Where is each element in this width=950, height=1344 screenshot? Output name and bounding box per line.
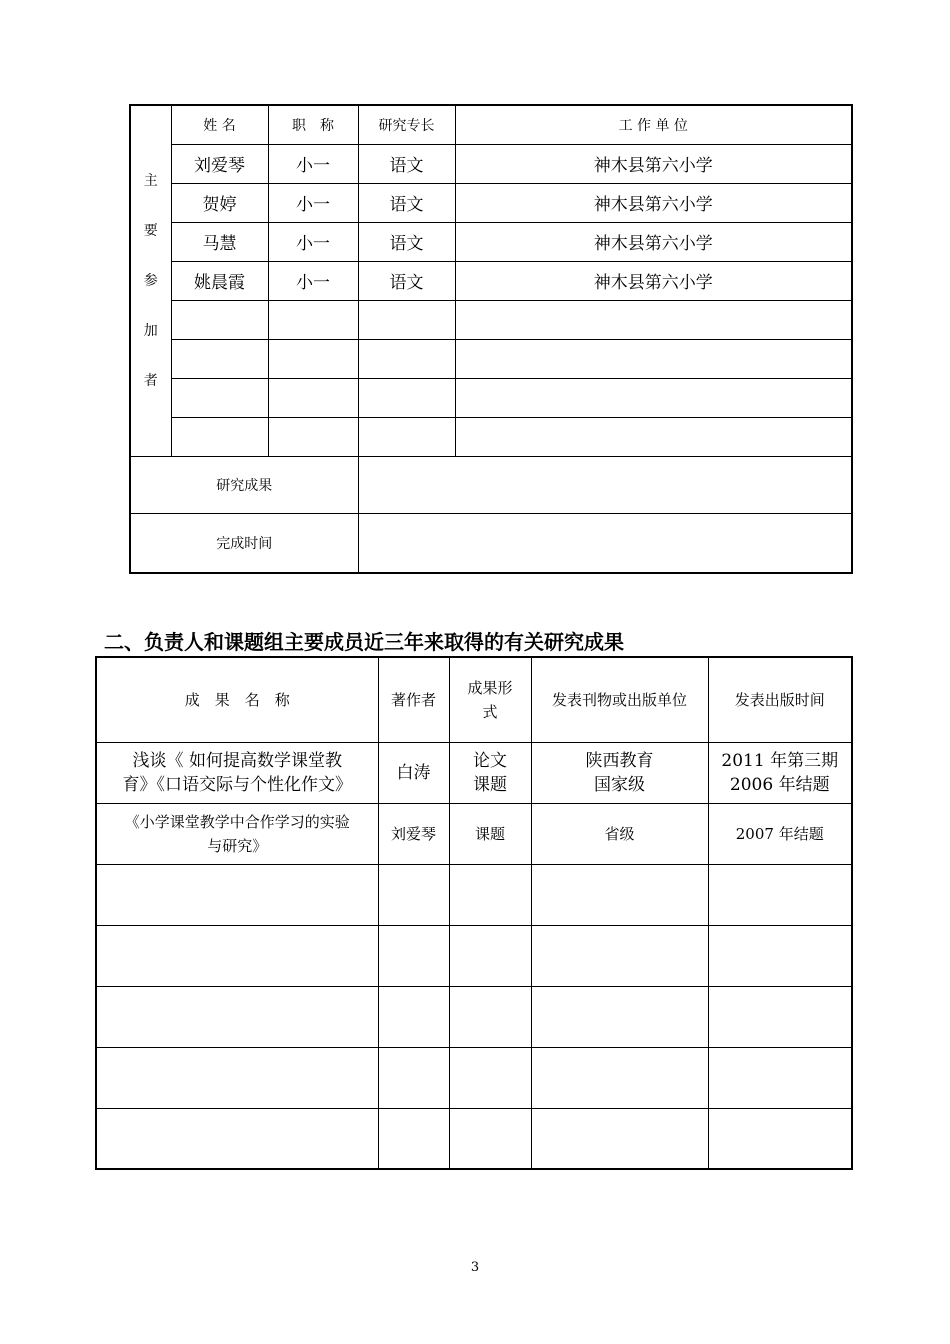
participant-title: 小一 xyxy=(268,261,358,300)
table-row xyxy=(130,183,852,222)
result-author: 刘爱琴 xyxy=(378,803,449,864)
empty-row xyxy=(96,864,852,925)
participant-unit: 神木县第六小学 xyxy=(455,222,852,261)
empty-cell xyxy=(358,417,455,456)
completion-label: 完成时间 xyxy=(130,513,358,573)
participant-title: 小一 xyxy=(268,144,358,183)
empty-row xyxy=(96,1108,852,1169)
empty-cell xyxy=(268,378,358,417)
empty-cell xyxy=(378,925,449,986)
empty-cell xyxy=(378,1108,449,1169)
result-time-line-1: 2011 年第三期 xyxy=(721,750,839,771)
participant-specialty: 语文 xyxy=(358,144,455,183)
empty-cell xyxy=(268,300,358,339)
result-name-line-2: 与研究》 xyxy=(207,836,268,855)
empty-cell xyxy=(378,986,449,1047)
empty-cell xyxy=(708,1047,852,1108)
empty-row xyxy=(130,339,852,378)
result-name xyxy=(96,742,378,803)
empty-cell xyxy=(268,417,358,456)
result-publisher-line-1: 陕西教育 xyxy=(585,750,654,771)
participants-header-row xyxy=(130,105,852,144)
empty-row xyxy=(96,925,852,986)
page-number: 3 xyxy=(470,1260,480,1275)
empty-cell xyxy=(449,986,531,1047)
results-header-row xyxy=(96,657,852,742)
header-form-text: 成果形式 xyxy=(467,678,513,721)
empty-cell xyxy=(531,1047,708,1108)
header-result-name: 成 果 名 称 xyxy=(96,657,378,742)
table-row xyxy=(96,803,852,864)
result-name-line-1: 《小学课堂教学中合作学习的实验 xyxy=(124,812,350,831)
participant-unit: 神木县第六小学 xyxy=(455,261,852,300)
empty-row xyxy=(96,986,852,1047)
participant-title: 小一 xyxy=(268,222,358,261)
empty-cell xyxy=(358,300,455,339)
header-title: 职 称 xyxy=(268,105,358,144)
result-form-line-2: 课题 xyxy=(473,774,507,795)
participants-table xyxy=(129,104,853,574)
participant-unit: 神木县第六小学 xyxy=(455,183,852,222)
result-name xyxy=(96,803,378,864)
empty-cell xyxy=(708,1108,852,1169)
result-form: 课题 xyxy=(449,803,531,864)
participant-specialty: 语文 xyxy=(358,261,455,300)
empty-cell xyxy=(455,378,852,417)
empty-cell xyxy=(531,925,708,986)
header-specialty: 研究专长 xyxy=(358,105,455,144)
empty-cell xyxy=(531,986,708,1047)
participant-unit: 神木县第六小学 xyxy=(455,144,852,183)
empty-cell xyxy=(455,300,852,339)
result-time-line-2: 2006 年结题 xyxy=(729,774,830,795)
empty-cell xyxy=(358,378,455,417)
results-table xyxy=(95,656,853,1170)
empty-cell xyxy=(708,864,852,925)
empty-cell xyxy=(708,925,852,986)
header-unit: 工 作 单 位 xyxy=(455,105,852,144)
empty-cell xyxy=(96,986,378,1047)
header-publisher: 发表刊物或出版单位 xyxy=(531,657,708,742)
participant-name: 马慧 xyxy=(171,222,268,261)
table-row xyxy=(96,742,852,803)
empty-row xyxy=(96,1047,852,1108)
result-publisher: 省级 xyxy=(531,803,708,864)
table-row xyxy=(130,222,852,261)
result-publisher xyxy=(531,742,708,803)
result-name-line-2: 育》《口语交际与个性化作文》 xyxy=(122,774,352,795)
empty-cell xyxy=(96,1108,378,1169)
empty-cell xyxy=(96,1047,378,1108)
empty-cell xyxy=(449,1047,531,1108)
header-name: 姓 名 xyxy=(171,105,268,144)
participant-specialty: 语文 xyxy=(358,222,455,261)
empty-cell xyxy=(171,378,268,417)
empty-cell xyxy=(268,339,358,378)
empty-cell xyxy=(171,339,268,378)
participant-name: 贺婷 xyxy=(171,183,268,222)
participant-title: 小一 xyxy=(268,183,358,222)
empty-row xyxy=(130,417,852,456)
result-time xyxy=(708,742,852,803)
header-author: 著作者 xyxy=(378,657,449,742)
empty-cell xyxy=(449,925,531,986)
header-time: 发表出版时间 xyxy=(708,657,852,742)
empty-cell xyxy=(708,986,852,1047)
table-row xyxy=(130,144,852,183)
empty-row xyxy=(130,378,852,417)
result-time: 2007 年结题 xyxy=(708,803,852,864)
empty-cell xyxy=(449,864,531,925)
result-author: 白涛 xyxy=(378,742,449,803)
completion-value xyxy=(358,513,852,573)
results-value xyxy=(358,456,852,513)
header-form xyxy=(449,657,531,742)
empty-cell xyxy=(358,339,455,378)
participant-name: 姚晨霞 xyxy=(171,261,268,300)
empty-row xyxy=(130,300,852,339)
results-label: 研究成果 xyxy=(130,456,358,513)
empty-cell xyxy=(378,1047,449,1108)
results-row xyxy=(130,456,852,513)
empty-cell xyxy=(96,864,378,925)
participants-side-label: 主 要 参 加 者 xyxy=(130,105,171,456)
empty-cell xyxy=(96,925,378,986)
section-title: 二、负责人和课题组主要成员近三年来取得的有关研究成果 xyxy=(104,630,624,654)
empty-cell xyxy=(531,1108,708,1169)
participant-specialty: 语文 xyxy=(358,183,455,222)
empty-cell xyxy=(171,300,268,339)
result-form xyxy=(449,742,531,803)
empty-cell xyxy=(531,864,708,925)
table-row xyxy=(130,261,852,300)
empty-cell xyxy=(455,339,852,378)
result-form-line-1: 论文 xyxy=(473,750,507,771)
empty-cell xyxy=(171,417,268,456)
empty-cell xyxy=(455,417,852,456)
empty-cell xyxy=(449,1108,531,1169)
completion-row xyxy=(130,513,852,573)
participant-name: 刘爱琴 xyxy=(171,144,268,183)
empty-cell xyxy=(378,864,449,925)
result-name-line-1: 浅谈《 如何提高数学课堂教 xyxy=(132,750,342,771)
result-publisher-line-2: 国家级 xyxy=(594,774,645,795)
